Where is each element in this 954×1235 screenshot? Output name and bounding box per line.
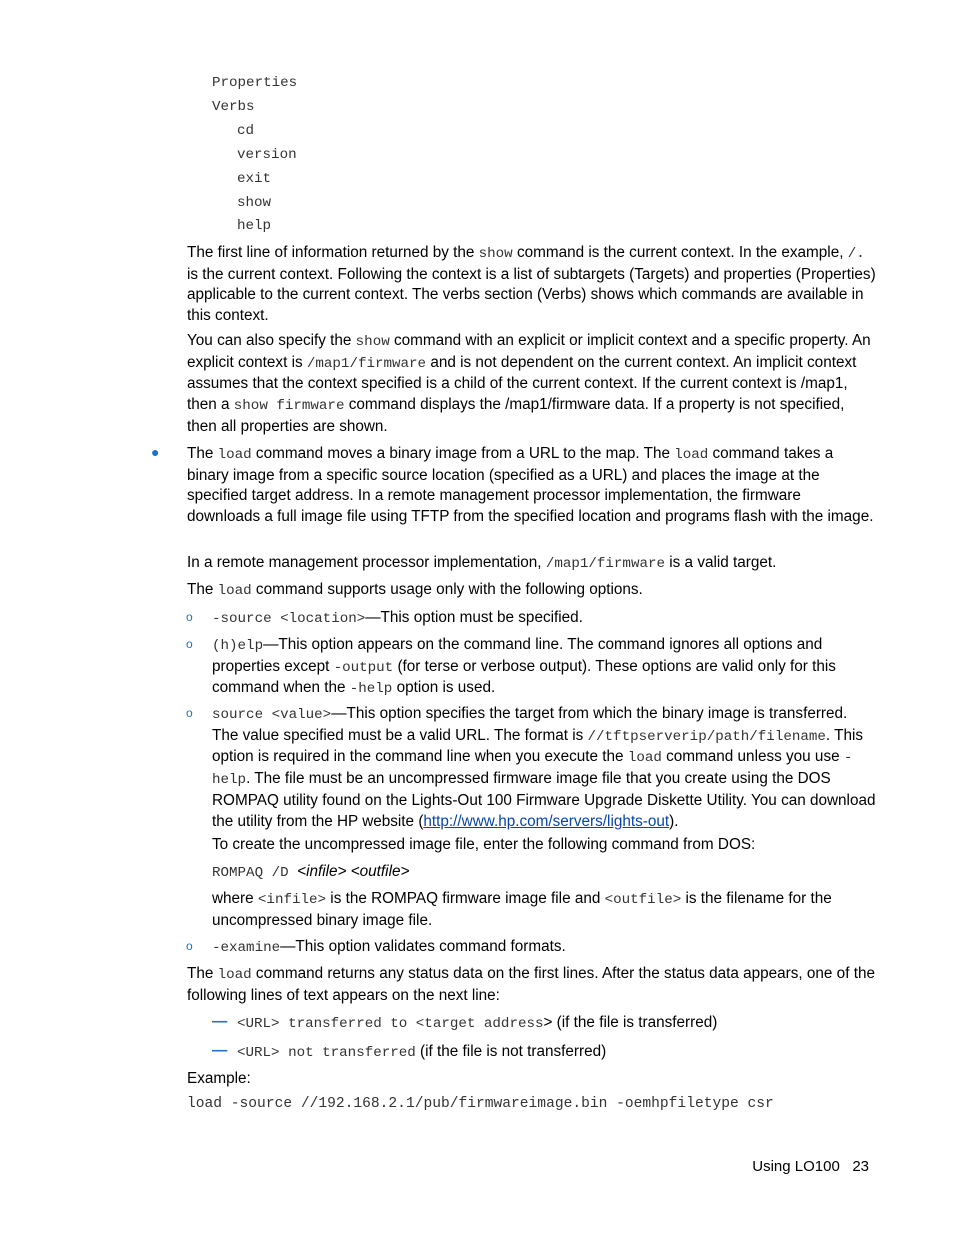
bullet-icon: ●: [151, 444, 160, 460]
paragraph-where: where <infile> is the ROMPAQ firmware image file and <outfile> is the filename for the uncompressed binary image file.: [212, 890, 832, 929]
tree-verb-item: version: [237, 147, 297, 163]
rompaq-command: ROMPAQ /D <infile> <outfile>: [212, 863, 410, 881]
paragraph-status-data: The load command returns any status data on the first lines. After the status data appears, one of the following lines of text appears on the next line:: [187, 965, 875, 1004]
paragraph-create-image: To create the uncompressed image file, enter the following command from DOS:: [212, 836, 756, 853]
example-label: Example:: [187, 1070, 251, 1087]
dash-bullet-icon: —: [212, 1013, 228, 1030]
tree-verb-item: show: [237, 195, 272, 211]
circle-bullet-icon: o: [186, 706, 193, 720]
page-number: 23: [852, 1158, 869, 1175]
footer-section-title: Using LO100: [752, 1158, 840, 1175]
dash-bullet-icon: —: [212, 1042, 228, 1059]
dash-item-transferred: <URL> transferred to <target address> (if the file is transferred): [237, 1014, 718, 1032]
tree-verb-item: exit: [237, 171, 272, 187]
tree-properties: Properties: [212, 75, 298, 91]
paragraph-valid-target: In a remote management processor implementation, /map1/firmware is a valid target.: [187, 554, 777, 572]
tree-verbs: Verbs: [212, 99, 255, 115]
hp-website-link[interactable]: http://www.hp.com/servers/lights-out: [423, 812, 670, 830]
paragraph-explicit-context: You can also specify the show command with an explicit or implicit context and a specific property. An explicit context is /map1/firmware and is not dependent on the current context. An implicit context assumes that the context specified is a child of the current context. If the current context is /map1, then a show firmware command displays the /map1/firmware data. If a property is not specified, then all properties are shown.: [187, 332, 871, 435]
tree-verb-item: cd: [237, 123, 255, 139]
option-help: (h)elp—This option appears on the command line. The command ignores all options and properties except -output (for terse or verbose output). These options are valid only for this command when the -help option is used.: [212, 636, 836, 698]
option-source-value: source <value>—This option specifies the target from which the binary image is transferred. The value specified must be a valid URL. The format is //tftpserverip/path/filename. This option is required in the command line when you execute the load command unless you use -help. The file must be an uncompressed firmware image file that you create using the DOS ROMPAQ utility found on the Lights-Out 100 Firmware Upgrade Diskette Utility. You can download the utility from the HP website (http://www.hp.com/servers/lights-out).: [212, 705, 876, 830]
paragraph-options-intro: The load command supports usage only with the following options.: [187, 581, 643, 599]
option-source-location: -source <location>—This option must be specified.: [212, 609, 583, 627]
example-code: load -source //192.168.2.1/pub/firmwareimage.bin -oemhpfiletype csr: [187, 1096, 774, 1112]
option-examine: -examine—This option validates command formats.: [212, 938, 566, 956]
paragraph-show-context: The first line of information returned by the show command is the current context. In the example, /. is the current context. Following the context is a list of subtargets (Targets) and properties (Properties) applicable to the current context. The verbs section (Verbs) shows which commands are available in this context.: [187, 244, 876, 325]
circle-bullet-icon: o: [186, 637, 193, 651]
tree-verb-item: help: [237, 218, 272, 234]
circle-bullet-icon: o: [186, 610, 193, 624]
bullet-load-command: The load command moves a binary image from a URL to the map. The load command takes a binary image from a specific source location (specified as a URL) and places the image at the specified target address. In a remote management processor implementation, the firmware downloads a full image file using TFTP from the specified location and programs flash with the image.: [187, 445, 874, 526]
circle-bullet-icon: o: [186, 939, 193, 953]
page-footer: [752, 1158, 869, 1175]
dash-item-not-transferred: <URL> not transferred (if the file is not transferred): [237, 1043, 607, 1061]
